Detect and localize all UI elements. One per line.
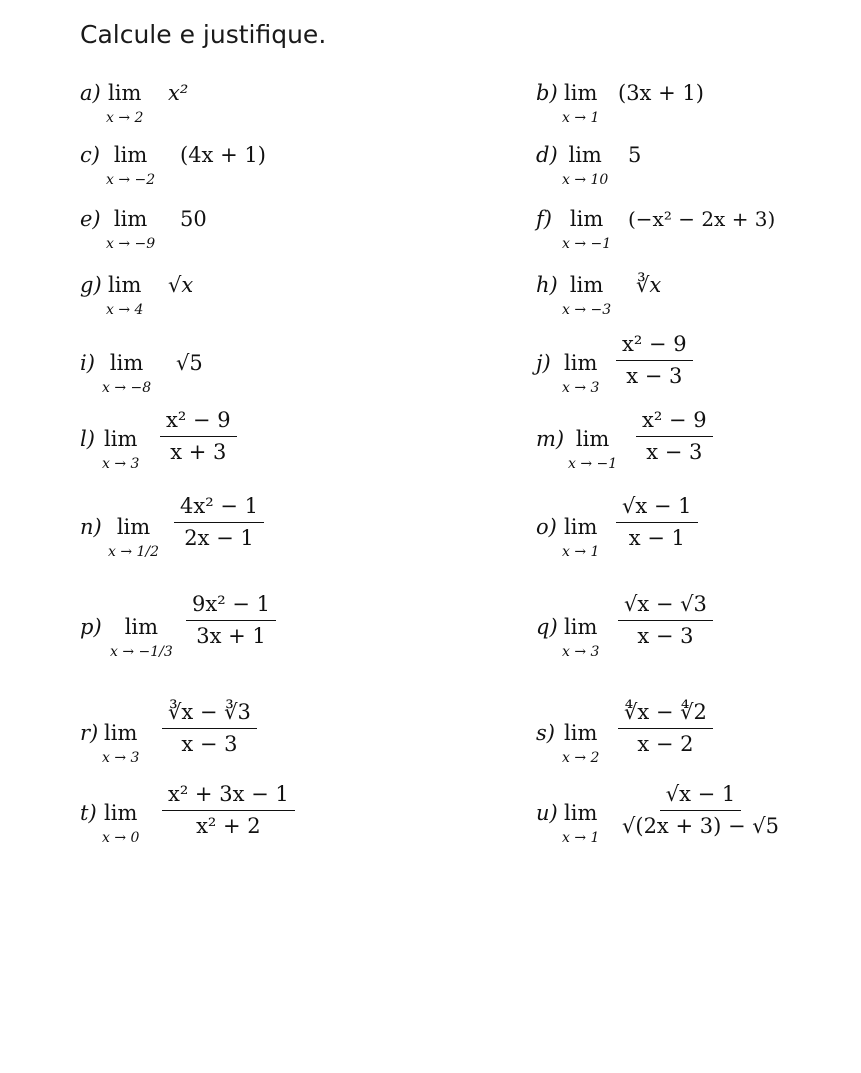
denominator: x − 3: [626, 364, 683, 388]
denominator: x − 2: [637, 732, 694, 756]
lim-word: lim: [124, 615, 159, 639]
lim-subscript: x → −1: [562, 236, 612, 252]
lim-subscript: x → 1: [562, 830, 600, 846]
lim-word: lim: [104, 801, 138, 825]
exercise-label: e): [80, 207, 101, 231]
limit-expression: x²: [168, 81, 189, 105]
numerator: 9x² − 1: [186, 592, 276, 621]
denominator: x² + 2: [196, 814, 261, 838]
lim-word: lim: [104, 427, 138, 451]
limit-expression: 5: [628, 143, 642, 167]
lim-word: lim: [108, 273, 142, 297]
limit-expression: (3x + 1): [618, 81, 704, 105]
fraction: [616, 494, 698, 550]
lim-subscript: x → 3: [562, 644, 600, 660]
exercise-label: b): [536, 81, 558, 105]
lim-word: lim: [564, 81, 598, 105]
fraction: [160, 408, 237, 464]
denominator: x − 3: [181, 732, 238, 756]
lim-subscript: x → −1/3: [110, 644, 173, 660]
lim-subscript: x → 1/2: [108, 544, 160, 560]
exercise-label: c): [80, 143, 100, 167]
exercise-label: m): [536, 427, 565, 451]
lim-subscript: x → −1: [568, 456, 618, 472]
exercise-label: o): [536, 515, 557, 539]
fraction: [162, 700, 257, 756]
fraction: [186, 592, 276, 648]
lim-word: lim: [564, 615, 598, 639]
numerator: x² − 9: [160, 408, 237, 437]
fraction: [616, 332, 693, 388]
lim-subscript: x → 2: [562, 750, 600, 766]
numerator: √x − √3: [618, 592, 713, 621]
exercise-label: s): [536, 721, 555, 745]
fraction: [618, 592, 713, 648]
lim-subscript: x → 2: [106, 110, 144, 126]
lim-subscript: x → 0: [102, 830, 140, 846]
numerator: √x − 1: [660, 782, 742, 811]
exercise-label: u): [536, 801, 558, 825]
exercise-label: h): [536, 273, 558, 297]
exercise-label: j): [536, 351, 551, 375]
lim-word: lim: [569, 207, 604, 231]
lim-subscript: x → −2: [106, 172, 156, 188]
lim-word: lim: [116, 515, 151, 539]
numerator: x² − 9: [616, 332, 693, 361]
limit-expression: √x: [168, 273, 194, 297]
lim-word: lim: [564, 721, 598, 745]
fraction: [618, 700, 713, 756]
limit-expression: 50: [180, 207, 207, 231]
denominator: 2x − 1: [184, 526, 254, 550]
lim-word: lim: [113, 143, 148, 167]
numerator: √x − 1: [616, 494, 698, 523]
limit-expression: ∛x: [636, 273, 662, 297]
numerator: ∛x − ∛3: [162, 700, 257, 729]
exercise-label: g): [80, 273, 102, 297]
lim-subscript: x → 1: [562, 544, 600, 560]
fraction: [162, 782, 295, 838]
exercise-label: q): [536, 615, 558, 639]
lim-subscript: x → 10: [562, 172, 609, 188]
exercise-label: f): [536, 207, 552, 231]
denominator: √(2x + 3) − √5: [622, 814, 779, 838]
lim-subscript: x → 3: [562, 380, 600, 396]
exercise-label: r): [80, 721, 99, 745]
limit-expression: √5: [176, 351, 203, 375]
lim-subscript: x → 3: [102, 456, 140, 472]
lim-word: lim: [568, 143, 602, 167]
numerator: 4x² − 1: [174, 494, 264, 523]
numerator: x² + 3x − 1: [162, 782, 295, 811]
lim-word: lim: [104, 721, 138, 745]
lim-word: lim: [564, 801, 598, 825]
exercise-label: n): [80, 515, 102, 539]
lim-subscript: x → 4: [106, 302, 144, 318]
lim-word: lim: [564, 515, 598, 539]
lim-subscript: x → 3: [102, 750, 140, 766]
denominator: x − 3: [637, 624, 694, 648]
fraction: [174, 494, 264, 550]
lim-word: lim: [564, 351, 598, 375]
lim-subscript: x → −3: [562, 302, 612, 318]
lim-word: lim: [109, 351, 144, 375]
exercise-label: a): [80, 81, 101, 105]
fraction: [616, 782, 785, 838]
denominator: x − 1: [628, 526, 685, 550]
lim-word: lim: [108, 81, 142, 105]
fraction: [636, 408, 713, 464]
lim-word: lim: [569, 273, 604, 297]
denominator: 3x + 1: [196, 624, 266, 648]
exercise-label: i): [80, 351, 95, 375]
lim-subscript: x → −8: [102, 380, 152, 396]
denominator: x − 3: [646, 440, 703, 464]
exercise-label: p): [80, 615, 102, 639]
exercise-label: t): [80, 801, 97, 825]
limit-expression: (4x + 1): [180, 143, 266, 167]
numerator: ∜x − ∜2: [618, 700, 713, 729]
lim-word: lim: [113, 207, 148, 231]
denominator: x + 3: [170, 440, 227, 464]
exercise-label: l): [80, 427, 95, 451]
lim-subscript: x → −9: [106, 236, 156, 252]
lim-subscript: x → 1: [562, 110, 600, 126]
lim-word: lim: [575, 427, 610, 451]
limit-expression: (−x² − 2x + 3): [628, 207, 776, 231]
exercise-label: d): [536, 143, 558, 167]
numerator: x² − 9: [636, 408, 713, 437]
page-title: Calcule e justifique.: [80, 20, 327, 49]
